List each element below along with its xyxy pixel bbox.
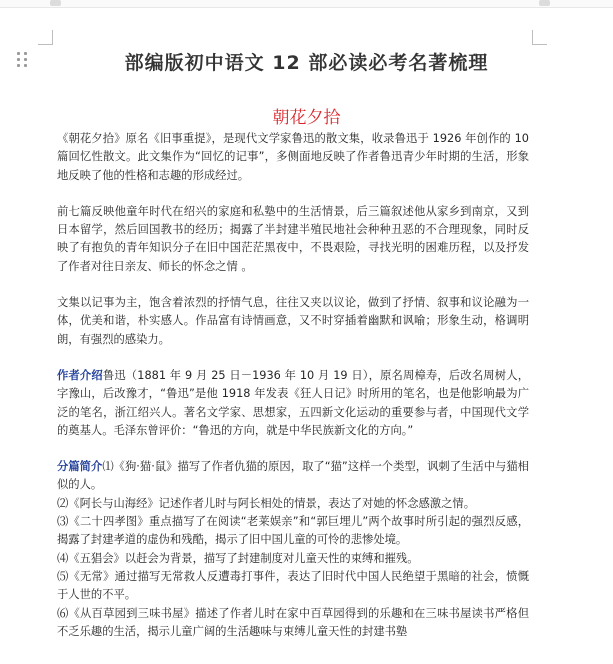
summary-item: ⑹《从百草园到三味书屋》描述了作者儿时在家中百草园得到的乐趣和在三味书屋读书严格但不乏乐趣的生活，揭示儿童广阔的生活趣味与束缚儿童天性的封建书塾 [57,606,529,638]
document-body [57,130,529,641]
author-label: 作者介绍 [57,368,103,382]
author-paragraph [57,367,529,440]
scroll-handle-right[interactable] [539,0,550,6]
style-paragraph: 文集以记事为主，饱含着浓烈的抒情气息，往往又夹以议论，做到了抒情、叙事和议论融为一体，优美和谐，朴实感人。作品富有诗情画意，又不时穿插着幽默和讽喻；形象生动，格调明朗，有强烈的感染力。 [57,296,529,346]
summary-item: ⑶《二十四孝图》重点描写了在阅读“老莱娱亲”和“郭巨埋儿”两个故事时所引起的强烈反感，揭露了封建孝道的虚伪和残酷，揭示了旧中国儿童的可怜的悲惨处境。 [57,515,529,547]
summary-label: 分篇简介 [57,460,103,474]
summary-item-text: ⑴《狗·猫·鼠》描写了作者仇猫的原因，取了“猫”这样一个类型，讽刺了生活中与猫相似的人。 [57,460,529,492]
section-title: 朝花夕拾 [272,108,341,128]
horizontal-scrollbar[interactable] [0,0,613,8]
summary-item: ⑸《无常》通过描写无常救人反遭毒打事件，表达了旧时代中国人民绝望于黑暗的社会，愤慨于人世的不平。 [57,569,529,602]
scroll-handle-left[interactable] [50,0,61,6]
summary-item: ⑵《阿长与山海经》记述作者儿时与阿长相处的情景，表达了对她的怀念感激之情。 [57,496,475,510]
page-margin-corner-top-right [532,30,547,45]
summary-item: ⑷《五猖会》以赶会为背景，描写了封建制度对儿童天性的束缚和摧残。 [57,551,419,565]
intro-paragraph: 《朝花夕拾》原名《旧事重提》，是现代文学家鲁迅的散文集，收录鲁迅于 1926 年创作的 10 篇回忆性散文。此文集作为“回忆的记事”，多侧面地反映了作者鲁迅青少年时期的生活，形象地反映了他的性格和志趣的形成经过。 [57,132,529,182]
summary-item [57,458,529,495]
document-title: 部编版初中语文 12 部必读必考名著梳理 [124,52,489,74]
page-margin-corner-top-left [38,30,53,45]
author-text: 鲁迅（1881 年 9 月 25 日－1936 年 10 月 19 日），原名周樟寿，后改名周树人，字豫山，后改豫才，“鲁迅”是他 1918 年发表《狂人日记》时所用的笔名，也是他影响最为广泛的笔名，浙江绍兴人。著名文学家、思想家，五四新文化运动的重要参与者，中国现代文学的奠基人。毛泽东曾评价：“鲁迅的方向，就是中华民族新文化的方向。” [57,368,529,437]
content-paragraph: 前七篇反映他童年时代在绍兴的家庭和私塾中的生活情景，后三篇叙述他从家乡到南京，又到日本留学，然后回国教书的经历；揭露了半封建半殖民地社会种种丑恶的不合理现象，同时反映了有抱负的青年知识分子在旧中国茫茫黑夜中，不畏艰险，寻找光明的困难历程，以及抒发了作者对往日亲友、师长的怀念之情 。 [57,204,529,273]
